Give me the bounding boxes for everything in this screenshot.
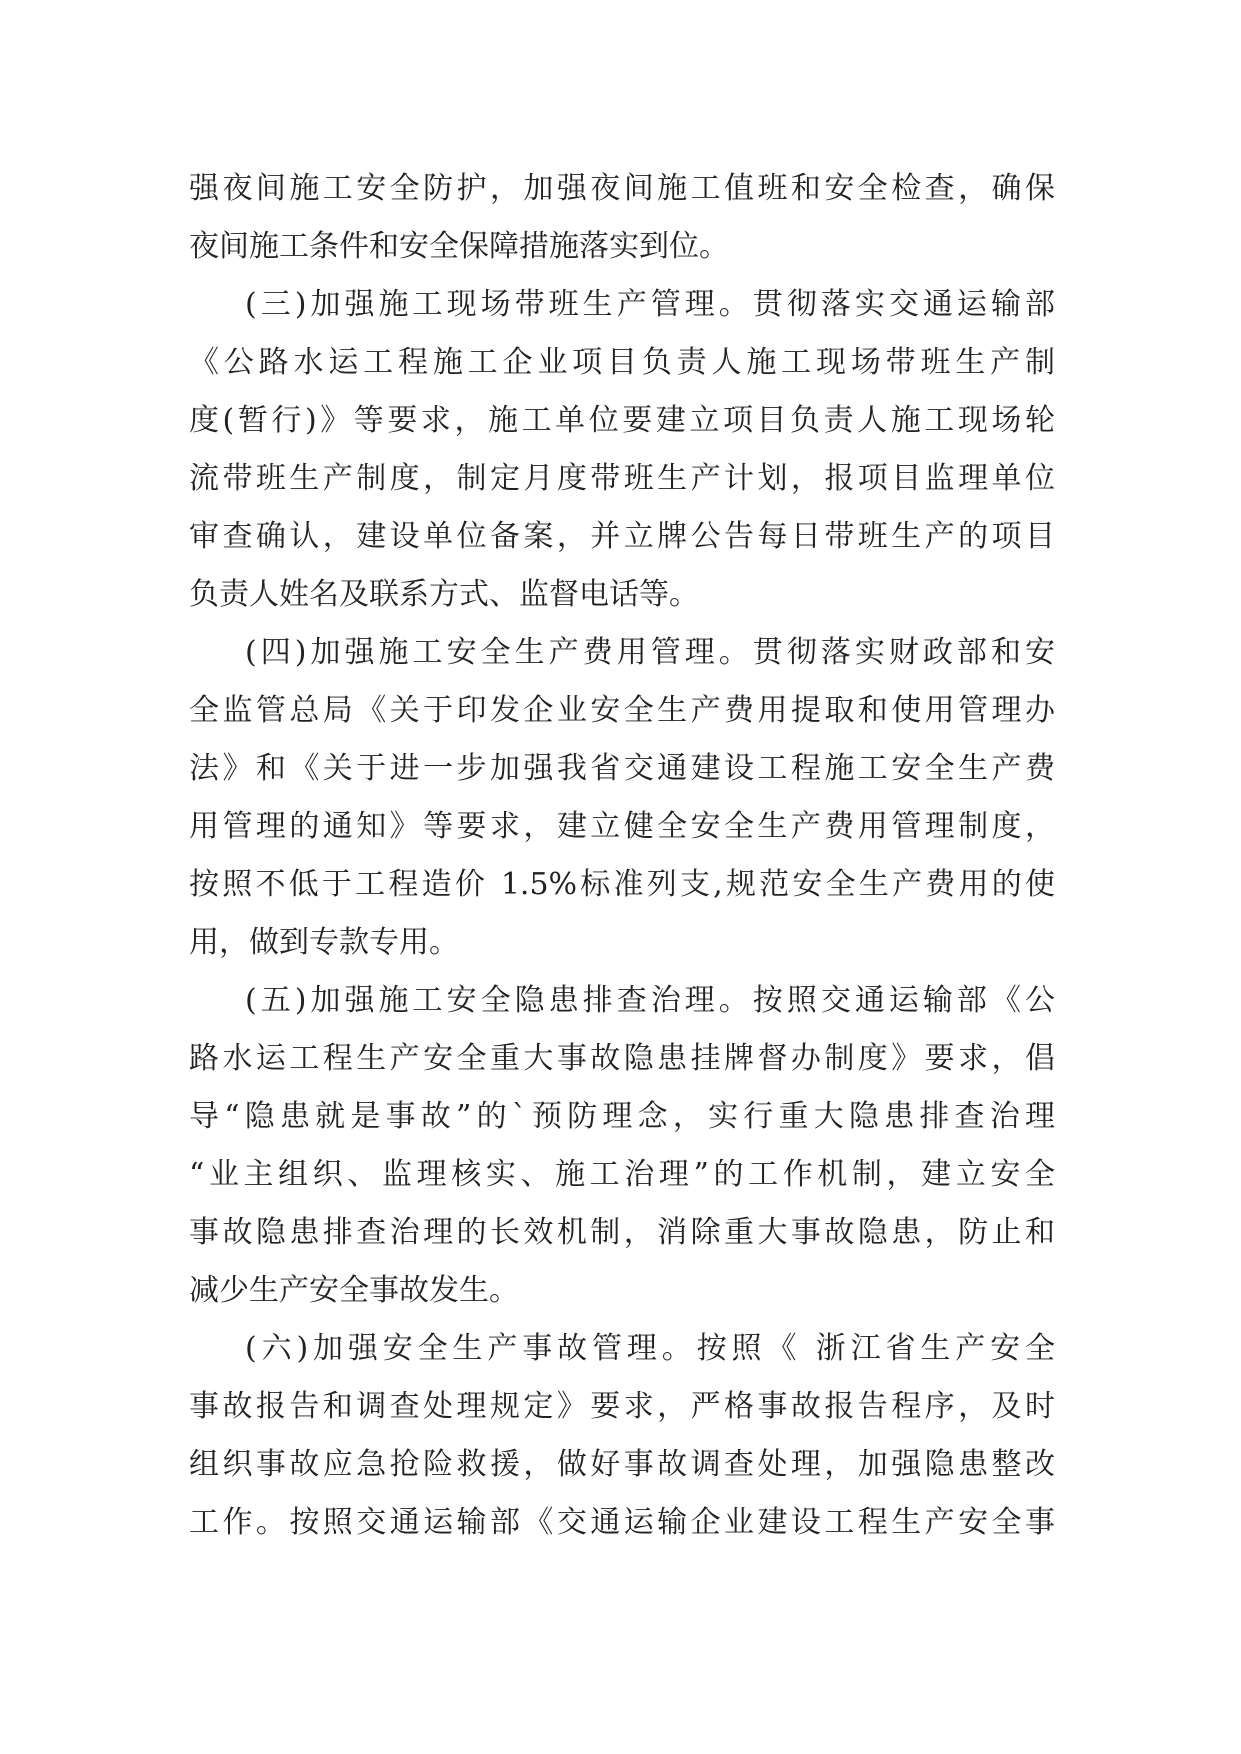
text-line: 按照不低于工程造价 1.5%标准列支,规范安全生产费用的使 [189, 867, 1055, 902]
text-line: (三)加强施工现场带班生产管理。贯彻落实交通运输部 [245, 287, 1055, 322]
text-line: 用，做到专款专用。 [189, 925, 459, 960]
text-line: 全监管总局《关于印发企业安全生产费用提取和使用管理办 [189, 693, 1055, 728]
text-line: 组织事故应急抢险救援，做好事故调查处理，加强隐患整改 [189, 1447, 1055, 1482]
text-line: 事故报告和调查处理规定》要求，严格事故报告程序，及时 [189, 1389, 1055, 1424]
text-line: 负责人姓名及联系方式、监督电话等。 [189, 577, 699, 612]
text-line: 流带班生产制度，制定月度带班生产计划，报项目监理单位 [189, 461, 1055, 496]
text-line: 法》和《关于进一步加强我省交通建设工程施工安全生产费 [189, 751, 1055, 786]
text-line: 事故隐患排查治理的长效机制，消除重大事故隐患，防止和 [189, 1215, 1055, 1250]
text-line: (六)加强安全生产事故管理。按照《 浙江省生产安全 [245, 1331, 1055, 1366]
text-line: 用管理的通知》等要求，建立健全安全生产费用管理制度， [189, 809, 1055, 844]
text-line: (五)加强施工安全隐患排查治理。按照交通运输部《公 [245, 983, 1055, 1018]
text-line: 强夜间施工安全防护，加强夜间施工值班和安全检查，确保 [189, 171, 1055, 206]
text-line: (四)加强施工安全生产费用管理。贯彻落实财政部和安 [245, 635, 1055, 670]
text-line: 夜间施工条件和安全保障措施落实到位。 [189, 229, 729, 264]
text-line: 减少生产安全事故发生。 [189, 1273, 519, 1308]
document-body [189, 160, 1055, 1552]
text-line: 工作。按照交通运输部《交通运输企业建设工程生产安全事 [189, 1505, 1055, 1540]
text-line: 《公路水运工程施工企业项目负责人施工现场带班生产制 [189, 345, 1055, 380]
text-line: 路水运工程生产安全重大事故隐患挂牌督办制度》要求，倡 [189, 1041, 1055, 1076]
text-line: 审查确认，建设单位备案，并立牌公告每日带班生产的项目 [189, 519, 1055, 554]
text-line: 度(暂行)》等要求，施工单位要建立项目负责人施工现场轮 [189, 403, 1055, 438]
text-line: 导“隐患就是事故”的`预防理念，实行重大隐患排查治理 [189, 1099, 1055, 1134]
text-line: “业主组织、监理核实、施工治理”的工作机制，建立安全 [189, 1157, 1055, 1192]
